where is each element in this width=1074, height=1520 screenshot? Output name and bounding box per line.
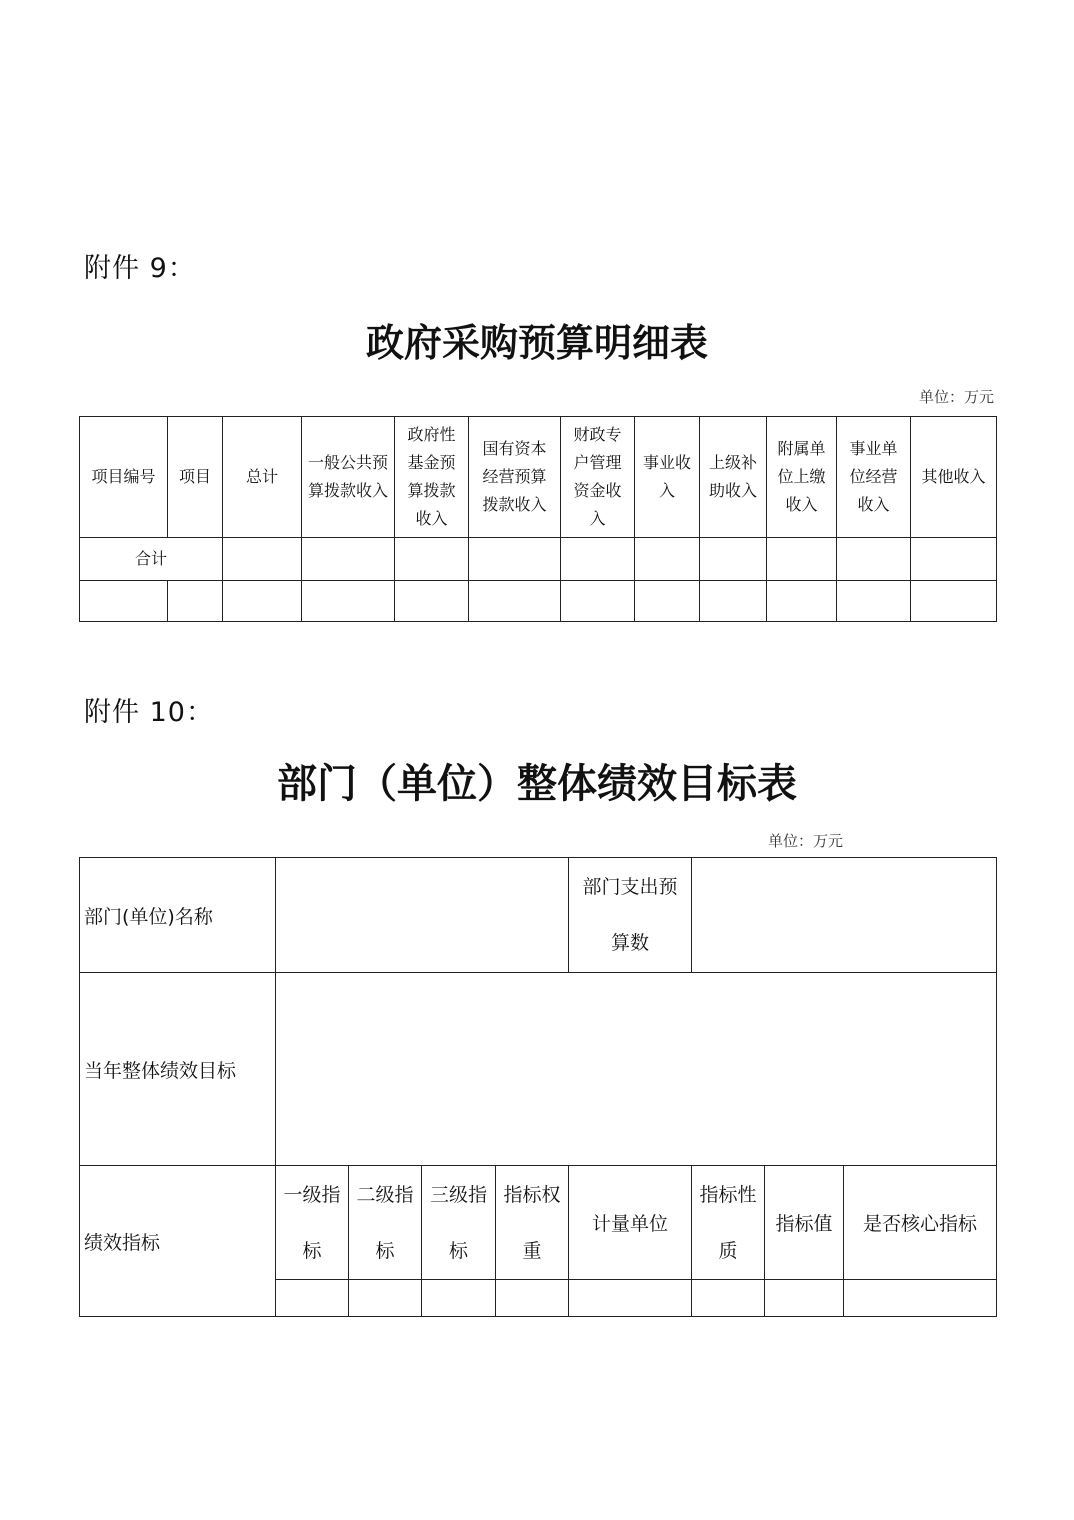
procurement-budget-table xyxy=(79,416,997,622)
header-cell: 指标权 重 xyxy=(496,1166,569,1280)
table-cell xyxy=(700,538,767,581)
header-cell: 指标性 质 xyxy=(692,1166,765,1280)
table-cell xyxy=(767,538,837,581)
total-label: 合计 xyxy=(80,538,223,581)
header-cell: 附属单 位上缴 收入 xyxy=(767,417,837,538)
table-cell xyxy=(395,581,469,622)
total-row xyxy=(80,538,997,581)
unit-label-2: 单位：万元 xyxy=(768,832,844,850)
table-cell xyxy=(349,1280,422,1317)
table-cell xyxy=(911,581,997,622)
header-cell: 事业收 入 xyxy=(635,417,700,538)
table-cell xyxy=(561,538,635,581)
table-cell xyxy=(276,1280,349,1317)
header-cell: 其他收入 xyxy=(911,417,997,538)
table-cell xyxy=(767,581,837,622)
header-cell: 是否核心指标 xyxy=(844,1166,997,1280)
header-cell: 国有资本 经营预算 拨款收入 xyxy=(469,417,561,538)
indicator-header-row xyxy=(80,1166,997,1280)
header-cell: 项目 xyxy=(168,417,223,538)
table-cell xyxy=(469,538,561,581)
table-cell xyxy=(168,581,223,622)
table-cell xyxy=(569,1280,692,1317)
header-cell: 总计 xyxy=(223,417,302,538)
dept-row xyxy=(80,858,997,973)
header-cell: 三级指 标 xyxy=(422,1166,496,1280)
dept-name-value xyxy=(276,858,569,973)
goal-row xyxy=(80,973,997,1166)
budget-value xyxy=(692,858,997,973)
table-cell xyxy=(700,581,767,622)
header-cell: 政府性 基金预 算拨款 收入 xyxy=(395,417,469,538)
procurement-table-title: 政府采购预算明细表 xyxy=(365,320,708,365)
performance-table-title: 部门（单位）整体绩效目标表 xyxy=(277,760,797,807)
table-cell xyxy=(223,538,302,581)
unit-label: 单位：万元 xyxy=(918,388,994,406)
table-cell xyxy=(302,581,395,622)
attachment-10-label: 附件 10： xyxy=(84,697,214,728)
header-cell: 指标值 xyxy=(765,1166,844,1280)
table-cell xyxy=(469,581,561,622)
budget-label: 部门支出预 算数 xyxy=(569,858,692,973)
table-cell xyxy=(635,581,700,622)
performance-goal-table xyxy=(79,857,997,1317)
table-cell xyxy=(911,538,997,581)
attachment-9-label: 附件 9： xyxy=(84,253,196,284)
header-cell: 事业单 位经营 收入 xyxy=(837,417,911,538)
table-cell xyxy=(223,581,302,622)
header-cell: 计量单位 xyxy=(569,1166,692,1280)
header-cell: 项目编号 xyxy=(80,417,168,538)
table-row xyxy=(80,581,997,622)
header-cell: 上级补 助收入 xyxy=(700,417,767,538)
dept-name-label: 部门(单位)名称 xyxy=(80,858,276,973)
table-cell xyxy=(422,1280,496,1317)
table-cell xyxy=(837,581,911,622)
header-cell: 财政专 户管理 资金收 入 xyxy=(561,417,635,538)
header-cell: 二级指 标 xyxy=(349,1166,422,1280)
table-cell xyxy=(844,1280,997,1317)
indicator-label: 绩效指标 xyxy=(80,1166,276,1317)
table-cell xyxy=(395,538,469,581)
table-cell xyxy=(80,581,168,622)
header-cell: 一级指 标 xyxy=(276,1166,349,1280)
header-cell: 一般公共预 算拨款收入 xyxy=(302,417,395,538)
table-cell xyxy=(635,538,700,581)
table-cell xyxy=(837,538,911,581)
table-cell xyxy=(765,1280,844,1317)
table-cell xyxy=(496,1280,569,1317)
table-cell xyxy=(692,1280,765,1317)
header-row xyxy=(80,417,997,538)
table-cell xyxy=(561,581,635,622)
annual-goal-label: 当年整体绩效目标 xyxy=(80,973,276,1166)
annual-goal-value xyxy=(276,973,997,1166)
table-cell xyxy=(302,538,395,581)
